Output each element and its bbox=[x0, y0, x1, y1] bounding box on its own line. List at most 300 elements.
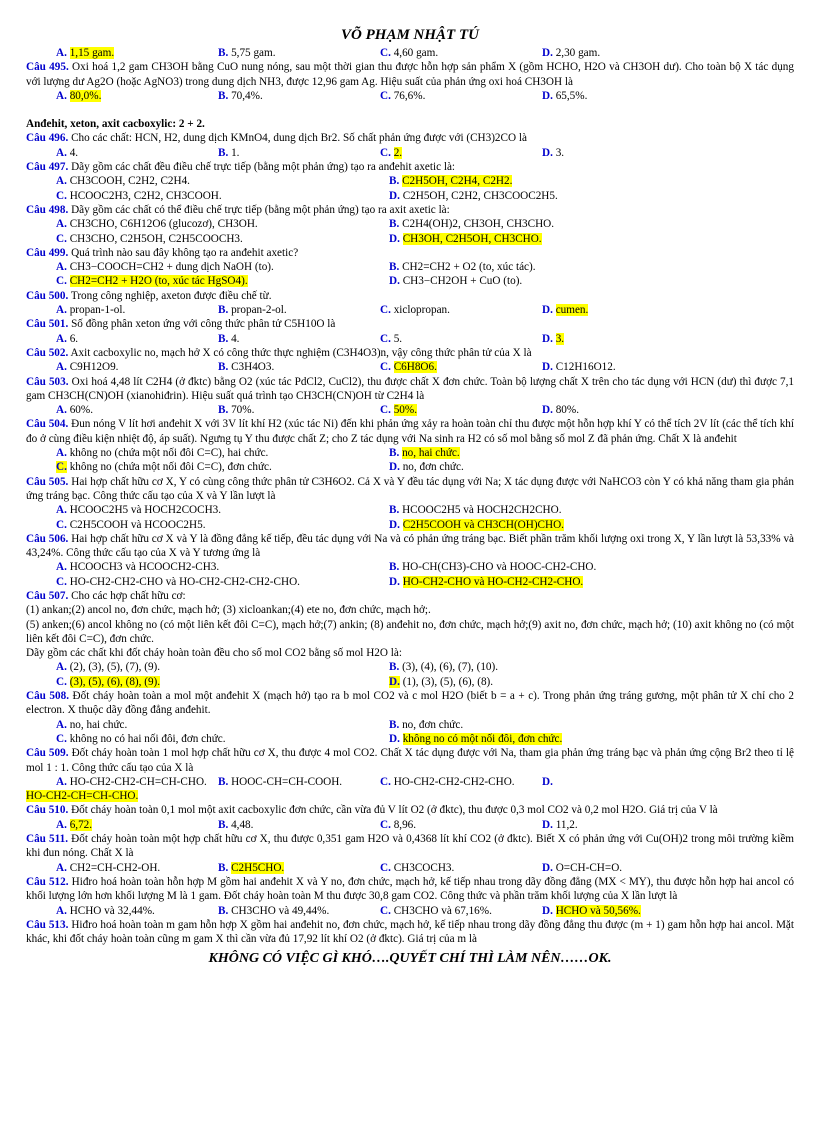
answer-option bbox=[389, 560, 794, 574]
option-letter: B. bbox=[389, 218, 400, 231]
option-text: no, hai chức. bbox=[69, 718, 128, 731]
question-number: Câu 501. bbox=[26, 318, 69, 331]
option-letter: C. bbox=[380, 861, 391, 874]
answer-row bbox=[26, 660, 794, 674]
question-number: Câu 510. bbox=[26, 804, 69, 817]
option-text: 2,30 gam. bbox=[555, 47, 601, 59]
answer-row bbox=[26, 818, 794, 832]
option-text: HCOOCH3 và HCOOCH2-CH3. bbox=[69, 561, 220, 574]
option-text: HCOOC2H5 và HOCH2CH2CHO. bbox=[402, 504, 562, 517]
answer-option bbox=[389, 274, 794, 288]
question-stem bbox=[26, 289, 794, 303]
option-text: C2H5OH, C2H4, C2H2. bbox=[402, 175, 513, 188]
answer-option bbox=[218, 403, 380, 417]
question-list-2 bbox=[26, 131, 794, 946]
question-text: Hiđro hoá hoàn toàn hỗn hợp M gồm hai anđehit X và Y no, đơn chức, mạch hở, kế tiếp nhau trong dãy đồng đẳng (MX < MY), thu được hỗn hợp hai ancol có khối lượng lớn hơn khối lượng M là 1 gam. Đốt cháy hoàn toàn M thu được 30,8 gam CO2. Công thức và phần trăm khối lượng của X lần lượt là bbox=[26, 875, 795, 903]
question-extra-line: (5) anken;(6) ancol không no (có một liên kết đôi C=C), mạch hở;(7) ankin; (8) anđehit no, đơn chức, mạch hở;(9) axit no, đơn chức, mạch hở; (10) axit không no (có một liên kết đôi C=C), đơn chức. bbox=[26, 618, 794, 645]
option-text: không no có một nối đôi, đơn chức. bbox=[402, 732, 563, 745]
option-letter: C. bbox=[380, 89, 391, 102]
answer-row bbox=[26, 503, 794, 517]
top-answer-options bbox=[26, 46, 794, 60]
option-letter: D. bbox=[389, 189, 400, 202]
question-text: Đốt cháy hoàn toàn a mol một anđehit X (mạch hở) tạo ra b mol CO2 và c mol H2O (biết b = a + c). Trong phản ứng tráng gương, một phân tử X chỉ cho 2 electron. X thuộc dãy đồng đẳng anđehit. bbox=[26, 690, 795, 717]
question-block bbox=[26, 803, 794, 832]
answer-row bbox=[26, 446, 794, 460]
answer-option bbox=[542, 775, 794, 789]
option-letter: A. bbox=[56, 818, 67, 831]
option-letter: C. bbox=[380, 904, 391, 917]
option-text: C6H8O6. bbox=[393, 361, 437, 374]
option-text: HO-CH(CH3)-CHO và HOOC-CH2-CHO. bbox=[402, 561, 597, 574]
answer-option bbox=[56, 174, 389, 188]
question-stem bbox=[26, 746, 794, 775]
option-letter: A. bbox=[56, 218, 67, 231]
option-letter: D. bbox=[389, 732, 400, 745]
answer-option bbox=[542, 861, 794, 875]
question-block bbox=[26, 346, 794, 375]
option-text: CH3COOH, C2H2, C2H4. bbox=[69, 175, 190, 188]
answer-option bbox=[56, 260, 389, 274]
answer-row bbox=[26, 904, 794, 918]
question-text: Cho các chất: HCN, H2, dung dịch KMnO4, dung dịch Br2. Số chất phản ứng được với (CH3)2CO là bbox=[71, 132, 527, 145]
option-letter: B. bbox=[389, 447, 400, 460]
answer-option bbox=[218, 146, 380, 160]
option-text: không no (chứa một nối đôi C=C), đơn chức. bbox=[69, 461, 272, 474]
option-letter: D. bbox=[389, 461, 400, 474]
answer-row bbox=[26, 332, 794, 346]
option-letter: C. bbox=[56, 518, 67, 531]
option-text: CH3CHO và 49,44%. bbox=[231, 904, 330, 917]
option-letter: B. bbox=[389, 561, 400, 574]
option-letter: B. bbox=[218, 404, 229, 417]
option-text: 65,5%. bbox=[555, 89, 588, 102]
answer-option bbox=[389, 518, 794, 532]
answer-option bbox=[389, 675, 794, 689]
answer-option bbox=[56, 89, 218, 103]
answer-row bbox=[26, 861, 794, 875]
question-extra-line: (1) ankan;(2) ancol no, đơn chức, mạch hở; (3) xicloankan;(4) ete no, đơn chức, mạch hở;. bbox=[26, 604, 431, 617]
question-stem bbox=[26, 918, 794, 947]
option-letter: B. bbox=[389, 261, 400, 274]
option-text: C2H5COOH và CH3CH(OH)CHO. bbox=[402, 518, 564, 531]
option-text: 11,2. bbox=[555, 818, 578, 831]
answer-option bbox=[56, 575, 389, 589]
option-text: 76,6%. bbox=[393, 89, 426, 102]
question-stem bbox=[26, 803, 794, 817]
question-stem bbox=[26, 832, 794, 861]
option-letter: B. bbox=[218, 304, 229, 317]
option-text: 4. bbox=[231, 332, 240, 345]
answer-option bbox=[389, 575, 794, 589]
question-number: Câu 503. bbox=[26, 375, 69, 388]
answer-row bbox=[26, 174, 794, 188]
option-letter: C. bbox=[380, 818, 391, 831]
option-letter: A. bbox=[56, 904, 67, 917]
answer-option bbox=[218, 360, 380, 374]
answer-option bbox=[218, 861, 380, 875]
option-letter: C. bbox=[380, 146, 391, 159]
question-number: Câu 506. bbox=[26, 532, 69, 545]
question-number: Câu 513. bbox=[26, 918, 69, 931]
answer-option bbox=[542, 818, 794, 832]
answer-option bbox=[380, 360, 542, 374]
option-text: CH2=CH2 + H2O (to, xúc tác HgSO4). bbox=[69, 275, 248, 288]
option-letter: D. bbox=[542, 146, 553, 159]
answer-option bbox=[56, 189, 389, 203]
option-text: HO-CH2-CH=CH-CHO. bbox=[26, 790, 139, 803]
answer-option bbox=[542, 146, 794, 160]
option-letter: C. bbox=[56, 461, 67, 474]
question-stem bbox=[26, 375, 794, 404]
section-title: Anđehit, xeton, axit cacboxylic: 2 + 2. bbox=[26, 118, 205, 131]
answer-option bbox=[56, 660, 389, 674]
option-letter: D. bbox=[389, 675, 400, 688]
option-text: (2), (3), (5), (7), (9). bbox=[69, 661, 161, 674]
option-text: 4. bbox=[69, 146, 79, 159]
answer-option bbox=[389, 189, 794, 203]
option-text: O=CH-CH=O. bbox=[555, 861, 623, 874]
question-number: Câu 499. bbox=[26, 246, 69, 259]
option-text: HCHO và 50,56%. bbox=[555, 904, 641, 917]
option-letter: B. bbox=[218, 146, 229, 159]
question-block bbox=[26, 317, 794, 346]
answer-option bbox=[56, 904, 218, 918]
question-stem bbox=[26, 875, 794, 904]
page-footer: KHÔNG CÓ VIỆC GÌ KHÓ….QUYẾT CHÍ THÌ LÀM NÊN……OK. bbox=[208, 951, 612, 967]
option-text: 80%. bbox=[555, 404, 579, 417]
option-text: CH2=CH2 + O2 (to, xúc tác). bbox=[402, 261, 536, 274]
answer-option bbox=[56, 403, 218, 417]
option-letter: D. bbox=[542, 332, 553, 345]
answer-option bbox=[380, 403, 542, 417]
option-text: (3), (5), (6), (8), (9). bbox=[69, 675, 161, 688]
option-letter: B. bbox=[389, 718, 400, 731]
option-text: CH3OH, C2H5OH, CH3CHO. bbox=[402, 232, 542, 245]
question-extra-line: Dãy gồm các chất khi đốt cháy hoàn toàn đều cho số mol CO2 bằng số mol H2O là: bbox=[26, 647, 402, 660]
option-text: 2. bbox=[393, 146, 403, 159]
question-block bbox=[26, 203, 794, 246]
answer-option bbox=[218, 904, 380, 918]
question-block bbox=[26, 417, 794, 474]
answer-row bbox=[26, 232, 794, 246]
option-letter: D. bbox=[542, 818, 553, 831]
question-text: Dãy gồm các chất đều điều chế trực tiếp (bằng một phản ứng) tạo ra anđehit axetic là: bbox=[71, 161, 456, 174]
option-text: CH3COCH3. bbox=[393, 861, 455, 874]
option-letter: A. bbox=[56, 146, 67, 159]
question-text: Oxi hoá 1,2 gam CH3OH bằng CuO nung nóng, sau một thời gian thu được hỗn hợp sản phẩm X (gồm HCHO, H2O và CH3OH dư). Cho toàn bộ X tác dụng với lượng dư Ag2O (hoặc AgNO3) trong dung dịch NH3, được 12,96 gam Ag. Hiệu suất của phản ứng oxi hoá CH3OH là bbox=[26, 61, 794, 88]
question-text: Quá trình nào sau đây không tạo ra anđehit axetic? bbox=[71, 246, 299, 259]
option-letter: A. bbox=[56, 775, 67, 788]
answer-option bbox=[542, 403, 794, 417]
question-text: Hiđro hoá hoàn toàn m gam hỗn hợp X gồm hai anđehit no, đơn chức, mạch hở, kế tiếp nhau trong dãy đồng đẳng thu được (m + 1) gam hỗn hợp hai ancol. Mặt khác, khi đốt cháy hoàn toàn cũng m gam X thì cần vừa đủ 17,92 lít khí O2 (ở đktc). Giá trị của m là bbox=[26, 918, 795, 946]
answer-option bbox=[380, 861, 542, 875]
answer-option bbox=[380, 46, 542, 60]
answer-option bbox=[56, 718, 389, 732]
answer-option bbox=[56, 460, 389, 474]
question-number: Câu 502. bbox=[26, 346, 69, 359]
question-block bbox=[26, 60, 794, 103]
option-text: propan-2-ol. bbox=[231, 304, 287, 317]
option-text: C2H5COOH và HCOOC2H5. bbox=[69, 518, 206, 531]
option-text: 8,96. bbox=[393, 818, 417, 831]
question-stem bbox=[26, 532, 794, 561]
option-text: C2H4(OH)2, CH3OH, CH3CHO. bbox=[402, 218, 555, 231]
answer-row bbox=[26, 403, 794, 417]
question-number: Câu 500. bbox=[26, 289, 69, 302]
option-text: HO-CH2-CH2-CH=CH-CHO. bbox=[69, 775, 207, 788]
option-letter: C. bbox=[56, 675, 67, 688]
answer-option bbox=[380, 818, 542, 832]
answer-row bbox=[26, 775, 794, 789]
question-number: Câu 505. bbox=[26, 475, 69, 488]
option-text: HCHO và 32,44%. bbox=[69, 904, 155, 917]
option-letter: A. bbox=[56, 861, 67, 874]
question-list-1 bbox=[26, 60, 794, 109]
answer-row bbox=[26, 460, 794, 474]
answer-option bbox=[389, 232, 794, 246]
option-letter: A. bbox=[56, 504, 67, 517]
question-block bbox=[26, 689, 794, 746]
question-number: Câu 511. bbox=[26, 833, 69, 846]
option-text: CH2=CH-CH2-OH. bbox=[69, 861, 161, 874]
answer-option bbox=[542, 46, 794, 60]
question-block bbox=[26, 246, 794, 289]
answer-option bbox=[56, 503, 389, 517]
answer-option bbox=[218, 303, 380, 317]
option-text: no, đơn chức. bbox=[402, 461, 464, 474]
option-letter: C. bbox=[380, 361, 391, 374]
answer-row bbox=[26, 718, 794, 732]
option-letter: A. bbox=[56, 304, 67, 317]
option-text: HOOC-CH=CH-COOH. bbox=[231, 775, 343, 788]
question-block bbox=[26, 532, 794, 589]
option-text: xiclopropan. bbox=[393, 304, 450, 317]
answer-option bbox=[380, 303, 542, 317]
question-block bbox=[26, 589, 794, 689]
question-block bbox=[26, 475, 794, 532]
question-text: Đốt cháy hoàn toàn một hợp chất hữu cơ X, thu được 0,351 gam H2O và 0,4368 lít khí CO2 (ở đktc). Biết X có phản ứng với Cu(OH)2 trong môi trường kiềm khi đun nóng. Chất X là bbox=[26, 833, 795, 860]
option-letter: B. bbox=[218, 818, 229, 831]
answer-option bbox=[56, 861, 218, 875]
question-number: Câu 495. bbox=[26, 61, 69, 74]
question-text: Oxi hoá 4,48 lít C2H4 (ở đktc) bằng O2 (xúc tác PdCl2, CuCl2), thu được chất X đơn chức. Toàn bộ lượng chất X trên cho tác dụng với HCN (dư) thì được 7,1 gam CH3CH(CN)OH (xianohiđrin). Hiệu suất quá trình tạo CH3CH(CN)OH từ C2H4 là bbox=[26, 375, 795, 402]
answer-option bbox=[56, 274, 389, 288]
question-block bbox=[26, 918, 794, 947]
option-text: 70%. bbox=[231, 404, 255, 417]
option-text: CH3−COOCH=CH2 + dung dịch NaOH (to). bbox=[69, 261, 274, 274]
option-letter: A. bbox=[56, 175, 67, 188]
option-letter: A. bbox=[56, 261, 67, 274]
option-text: HCOOC2H5 và HOCH2COCH3. bbox=[69, 504, 222, 517]
option-letter: A. bbox=[56, 447, 67, 460]
option-letter: D. bbox=[542, 404, 553, 417]
option-letter: B. bbox=[389, 661, 400, 674]
answer-option bbox=[56, 675, 389, 689]
answer-row bbox=[26, 518, 794, 532]
option-text: CH3CHO, C2H5OH, C2H5COOCH3. bbox=[69, 232, 243, 245]
answer-row bbox=[26, 274, 794, 288]
question-block bbox=[26, 131, 794, 160]
option-letter: C. bbox=[380, 304, 391, 317]
option-letter: C. bbox=[56, 232, 67, 245]
answer-option bbox=[56, 818, 218, 832]
option-text: C3H4O3. bbox=[231, 361, 275, 374]
option-text: 5. bbox=[393, 332, 403, 345]
option-letter: D. bbox=[542, 861, 553, 874]
option-letter: D. bbox=[542, 775, 553, 788]
question-text: Hai hợp chất hữu cơ X, Y có cùng công thức phân tử C3H6O2. Cả X và Y đều tác dụng với Na; X tác dụng được với NaHCO3 còn Y có khả năng tham gia phản ứng tráng bạc. Công thức cấu tạo của X và Y lần lượt là bbox=[26, 475, 794, 502]
option-text: HO-CH2-CH2-CHO và HO-CH2-CH2-CH2-CHO. bbox=[69, 575, 300, 588]
option-text: 50%. bbox=[393, 404, 417, 417]
option-letter: D. bbox=[389, 232, 400, 245]
option-letter: B. bbox=[389, 504, 400, 517]
answer-row bbox=[26, 260, 794, 274]
answer-option bbox=[218, 89, 380, 103]
option-text: C12H16O12. bbox=[555, 361, 616, 374]
answer-row bbox=[26, 675, 794, 689]
question-block bbox=[26, 375, 794, 418]
option-text: (3), (4), (6), (7), (10). bbox=[402, 661, 499, 674]
answer-option bbox=[218, 818, 380, 832]
option-letter: A. bbox=[56, 89, 67, 102]
option-letter: D. bbox=[389, 518, 400, 531]
answer-option bbox=[56, 775, 218, 789]
question-stem bbox=[26, 203, 794, 217]
option-letter: D. bbox=[389, 575, 400, 588]
question-block bbox=[26, 832, 794, 875]
answer-option bbox=[380, 146, 542, 160]
option-text: CH3CHO và 67,16%. bbox=[393, 904, 492, 917]
option-text: 70,4%. bbox=[231, 89, 263, 102]
option-letter: D. bbox=[389, 275, 400, 288]
option-letter: C. bbox=[380, 332, 391, 345]
question-text: Số đồng phân xeton ứng với công thức phân tử C5H10O là bbox=[71, 318, 336, 331]
answer-option bbox=[380, 904, 542, 918]
answer-option bbox=[218, 775, 380, 789]
option-letter: A. bbox=[56, 561, 67, 574]
question-block bbox=[26, 746, 794, 803]
question-stem bbox=[26, 317, 794, 331]
answer-option bbox=[542, 89, 794, 103]
option-text: 5,75 gam. bbox=[231, 47, 276, 59]
answer-row bbox=[26, 360, 794, 374]
option-letter: A. bbox=[56, 361, 67, 374]
option-text: 1. bbox=[231, 146, 240, 159]
option-text: 60%. bbox=[69, 404, 93, 417]
answer-row bbox=[26, 46, 794, 60]
question-number: Câu 496. bbox=[26, 132, 69, 145]
question-text: Hai hợp chất hữu cơ X và Y là đồng đẳng kế tiếp, đều tác dụng với Na và có phản ứng tráng bạc. Biết phần trăm khối lượng oxi trong X, Y lần lượt là 53,33% và 43,24%. Công thức cấu tạo của X và Y tương ứng là bbox=[26, 532, 795, 560]
question-stem bbox=[26, 246, 794, 260]
answer-row bbox=[26, 146, 794, 160]
question-stem bbox=[26, 475, 794, 504]
question-block bbox=[26, 160, 794, 203]
option-letter: A. bbox=[56, 718, 67, 731]
option-letter: B. bbox=[218, 775, 229, 788]
answer-row bbox=[26, 560, 794, 574]
option-letter: A. bbox=[56, 404, 67, 417]
option-text: C2H5CHO. bbox=[231, 861, 285, 874]
spacer bbox=[26, 103, 794, 109]
answer-row bbox=[26, 575, 794, 589]
question-number: Câu 512. bbox=[26, 875, 69, 888]
answer-option bbox=[380, 89, 542, 103]
answer-option bbox=[542, 303, 794, 317]
question-text: Trong công nghiệp, axeton được điều chế từ. bbox=[70, 289, 272, 302]
option-text: HCOOC2H3, C2H2, CH3COOH. bbox=[69, 189, 222, 202]
option-letter: B. bbox=[218, 332, 229, 345]
question-stem bbox=[26, 589, 794, 603]
answer-option bbox=[542, 332, 794, 346]
option-letter: D. bbox=[542, 361, 553, 374]
question-number: Câu 508. bbox=[26, 690, 69, 703]
option-text: HO-CH2-CH2-CH2-CHO. bbox=[393, 775, 515, 788]
option-letter: B. bbox=[389, 175, 400, 188]
option-letter: C. bbox=[56, 575, 67, 588]
answer-option bbox=[389, 260, 794, 274]
question-block bbox=[26, 289, 794, 318]
answer-continuation bbox=[26, 789, 794, 803]
option-text: no, đơn chức. bbox=[402, 718, 464, 731]
answer-row bbox=[26, 89, 794, 103]
question-text: Dãy gồm các chất có thể điều chế trực tiếp (bằng một phản ứng) tạo ra axit axetic là: bbox=[71, 203, 450, 216]
option-text: 4,60 gam. bbox=[393, 47, 439, 59]
option-letter: B. bbox=[218, 861, 229, 874]
page-header: VÕ PHẠM NHẬT TÚ bbox=[341, 27, 479, 43]
answer-option bbox=[389, 174, 794, 188]
question-stem bbox=[26, 131, 794, 145]
option-text: no, hai chức. bbox=[402, 447, 460, 460]
option-letter: A. bbox=[56, 332, 67, 345]
answer-option bbox=[389, 217, 794, 231]
option-text: 80,0%. bbox=[69, 89, 102, 102]
question-number: Câu 507. bbox=[26, 589, 69, 602]
option-letter: A. bbox=[56, 47, 67, 59]
option-text: C2H5OH, C2H2, CH3COOC2H5. bbox=[402, 189, 558, 202]
option-letter: D. bbox=[542, 47, 553, 59]
option-letter: A. bbox=[56, 661, 67, 674]
answer-option bbox=[56, 560, 389, 574]
option-letter: C. bbox=[380, 775, 391, 788]
question-text: Cho các hợp chất hữu cơ: bbox=[71, 589, 186, 602]
answer-option bbox=[56, 232, 389, 246]
option-letter: C. bbox=[380, 47, 391, 59]
option-letter: D. bbox=[542, 89, 553, 102]
question-number: Câu 498. bbox=[26, 203, 69, 216]
question-number: Câu 497. bbox=[26, 161, 69, 174]
answer-row bbox=[26, 217, 794, 231]
question-number: Câu 509. bbox=[26, 747, 69, 760]
answer-option bbox=[389, 718, 794, 732]
option-text: CH3CHO, C6H12O6 (glucozơ), CH3OH. bbox=[69, 218, 258, 231]
answer-option bbox=[389, 460, 794, 474]
answer-option bbox=[389, 503, 794, 517]
answer-option bbox=[218, 332, 380, 346]
question-stem bbox=[26, 160, 794, 174]
answer-option bbox=[389, 660, 794, 674]
question-stem bbox=[26, 346, 794, 360]
option-letter: C. bbox=[56, 275, 67, 288]
option-text: 6,72. bbox=[69, 818, 93, 831]
question-stem bbox=[26, 689, 794, 718]
question-text: Đốt cháy hoàn toàn 1 mol hợp chất hữu cơ X, thu được 4 mol CO2. Chất X tác dụng được với Na, tham gia phản ứng tráng bạc và phản ứng cộng Br2 theo tỉ lệ mol 1 : 1. Công thức cấu tạo của X là bbox=[26, 747, 794, 774]
answer-option bbox=[218, 46, 380, 60]
option-text: 4,48. bbox=[231, 818, 254, 831]
option-letter: B. bbox=[218, 361, 229, 374]
answer-option bbox=[389, 732, 794, 746]
answer-row bbox=[26, 189, 794, 203]
option-letter: D. bbox=[542, 304, 553, 317]
